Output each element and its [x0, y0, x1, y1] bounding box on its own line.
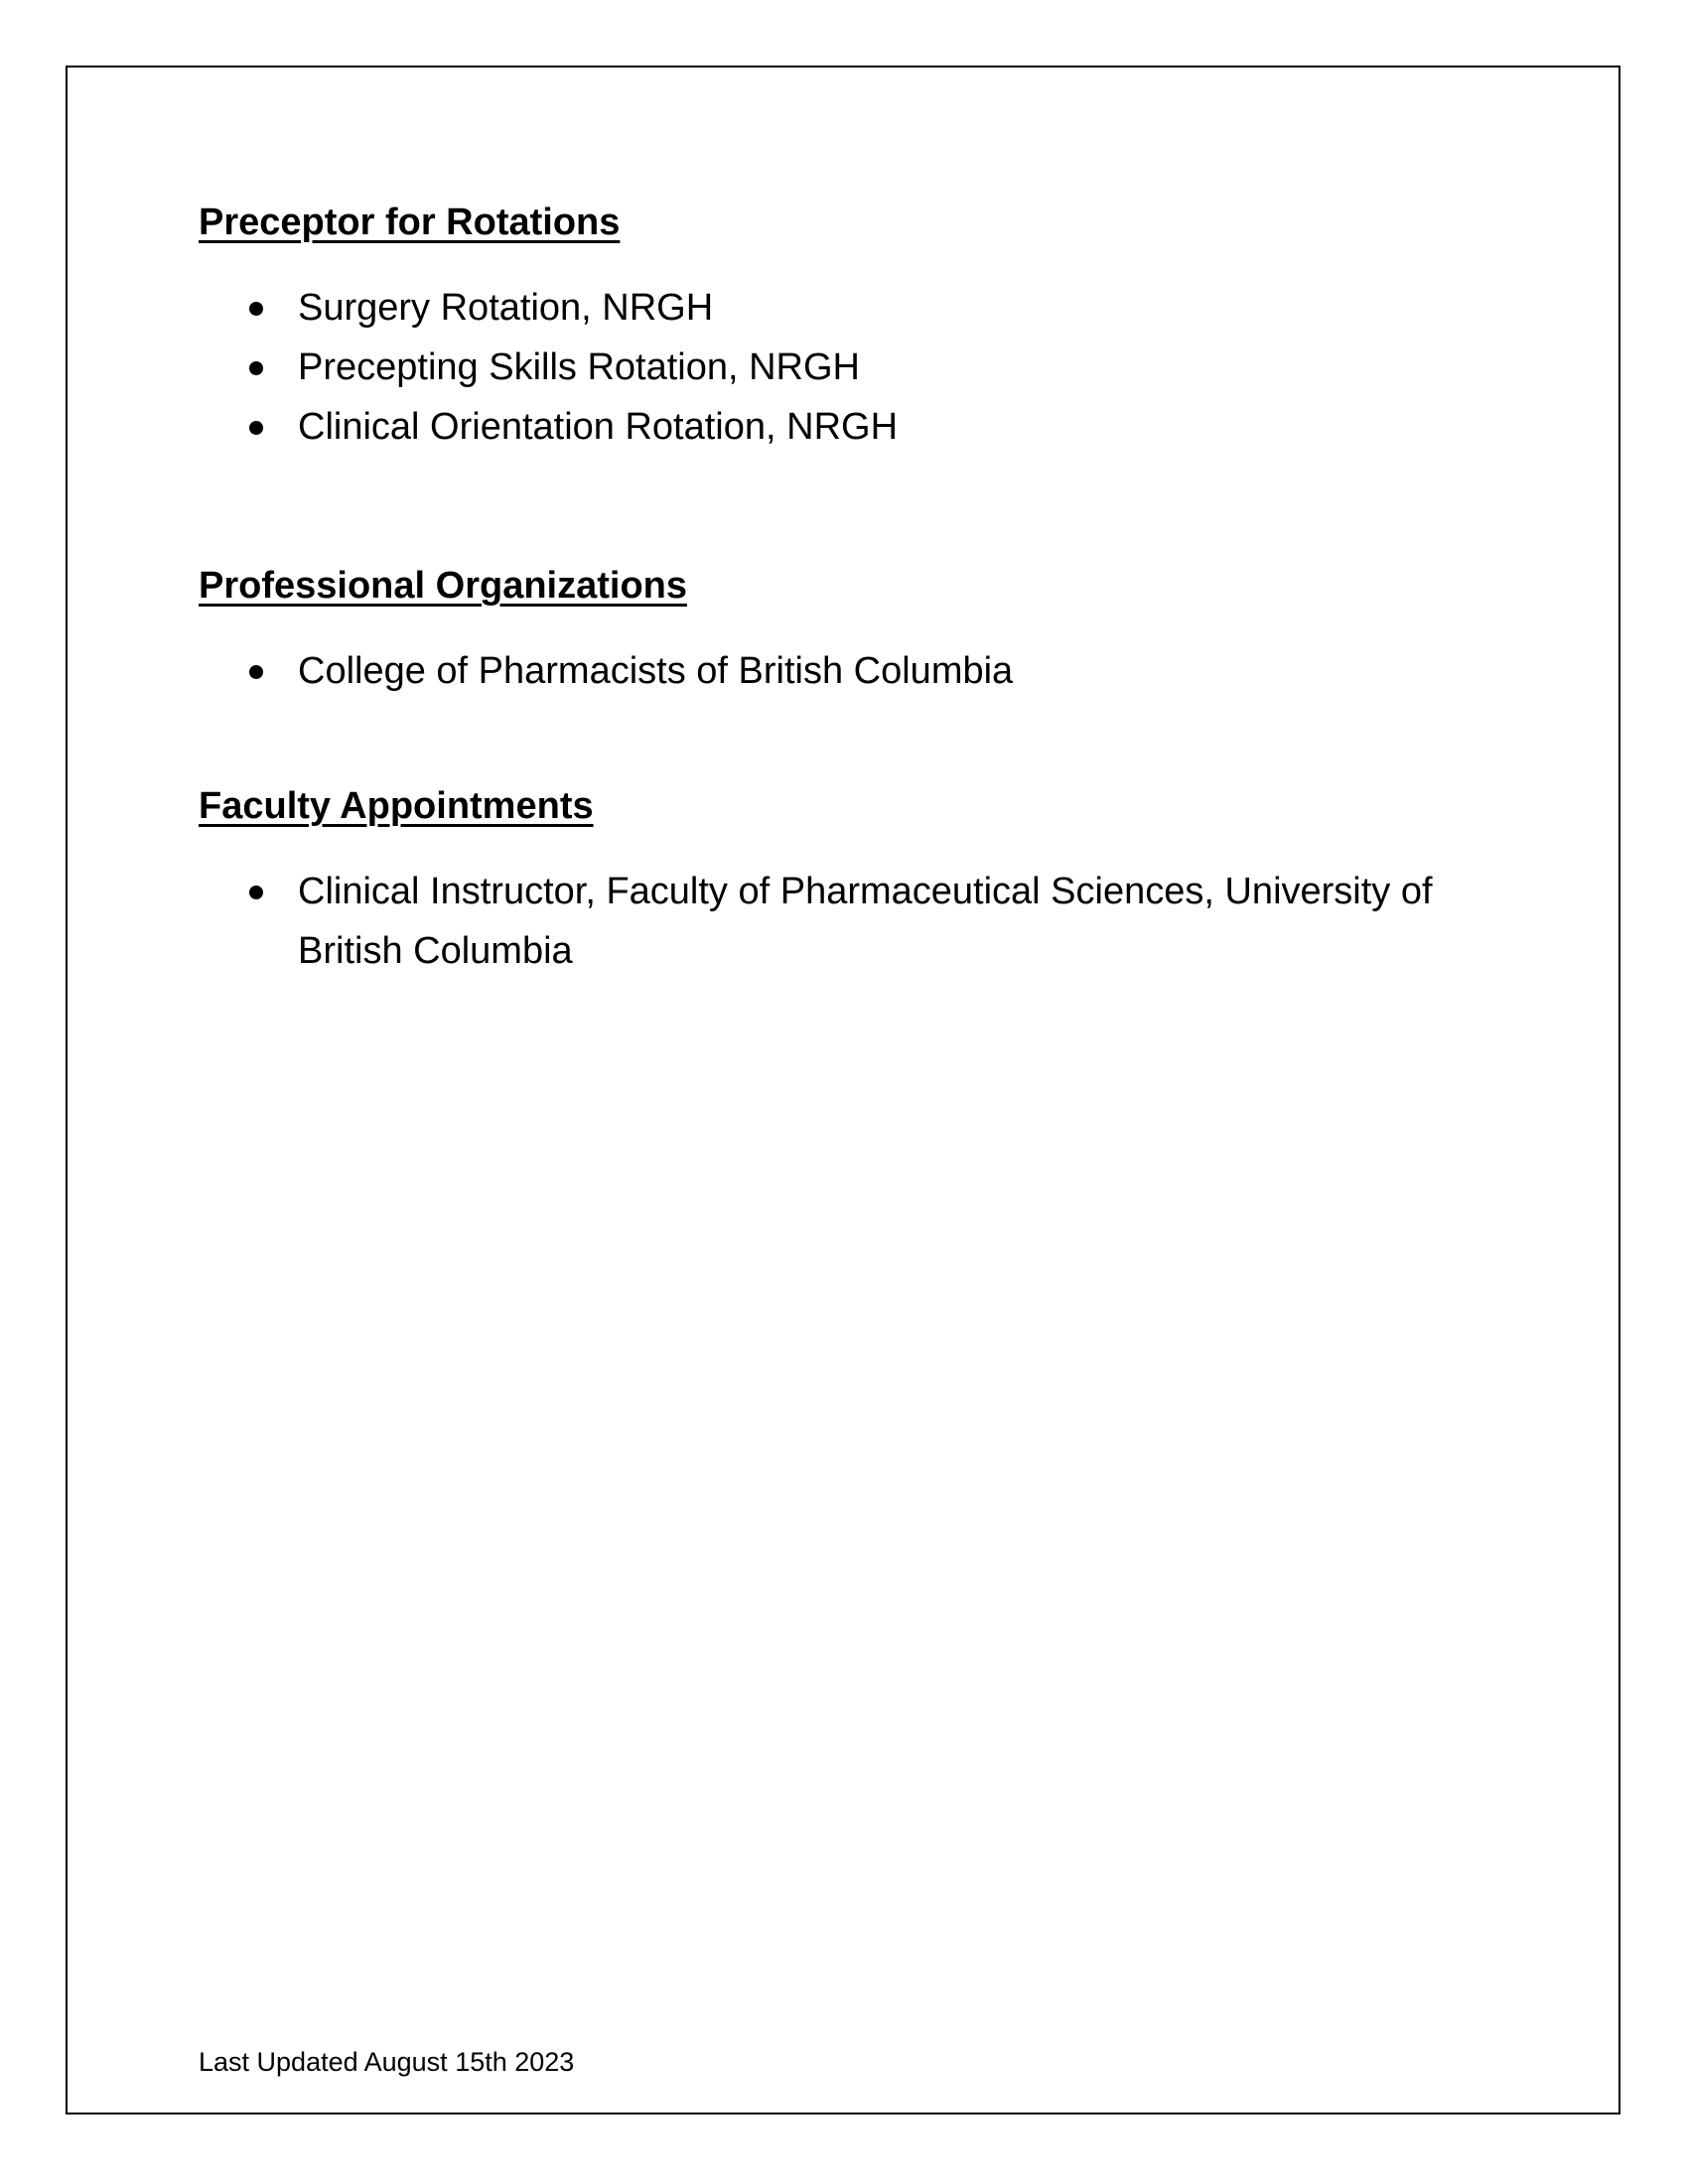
bullet-icon — [249, 302, 263, 316]
section-heading: Preceptor for Rotations — [199, 202, 621, 243]
list-item-text: Surgery Rotation, NRGH — [298, 287, 714, 329]
section-faculty-appointments — [199, 782, 1489, 981]
section-preceptor-for-rotations — [199, 199, 1489, 457]
bullet-list — [199, 278, 1489, 457]
section-professional-organizations — [199, 562, 1489, 701]
list-item — [199, 641, 1489, 701]
bullet-icon — [249, 886, 263, 899]
bullet-list — [199, 862, 1489, 981]
list-item — [199, 278, 1489, 338]
bullet-list — [199, 641, 1489, 701]
bullet-icon — [249, 421, 263, 435]
list-item — [199, 862, 1489, 981]
list-item-text: Clinical Orientation Rotation, NRGH — [298, 406, 899, 448]
list-item-text: Clinical Instructor, Faculty of Pharmaceutical Sciences, University of British Columbia — [298, 871, 1433, 972]
bullet-icon — [249, 361, 263, 375]
section-heading: Faculty Appointments — [199, 785, 594, 827]
list-item — [199, 397, 1489, 457]
footer-last-updated: Last Updated August 15th 2023 — [199, 2047, 575, 2077]
bullet-icon — [249, 665, 263, 679]
section-heading: Professional Organizations — [199, 565, 687, 607]
list-item — [199, 338, 1489, 397]
list-item-text: Precepting Skills Rotation, NRGH — [298, 346, 860, 388]
list-item-text: College of Pharmacists of British Columbia — [298, 650, 1014, 692]
